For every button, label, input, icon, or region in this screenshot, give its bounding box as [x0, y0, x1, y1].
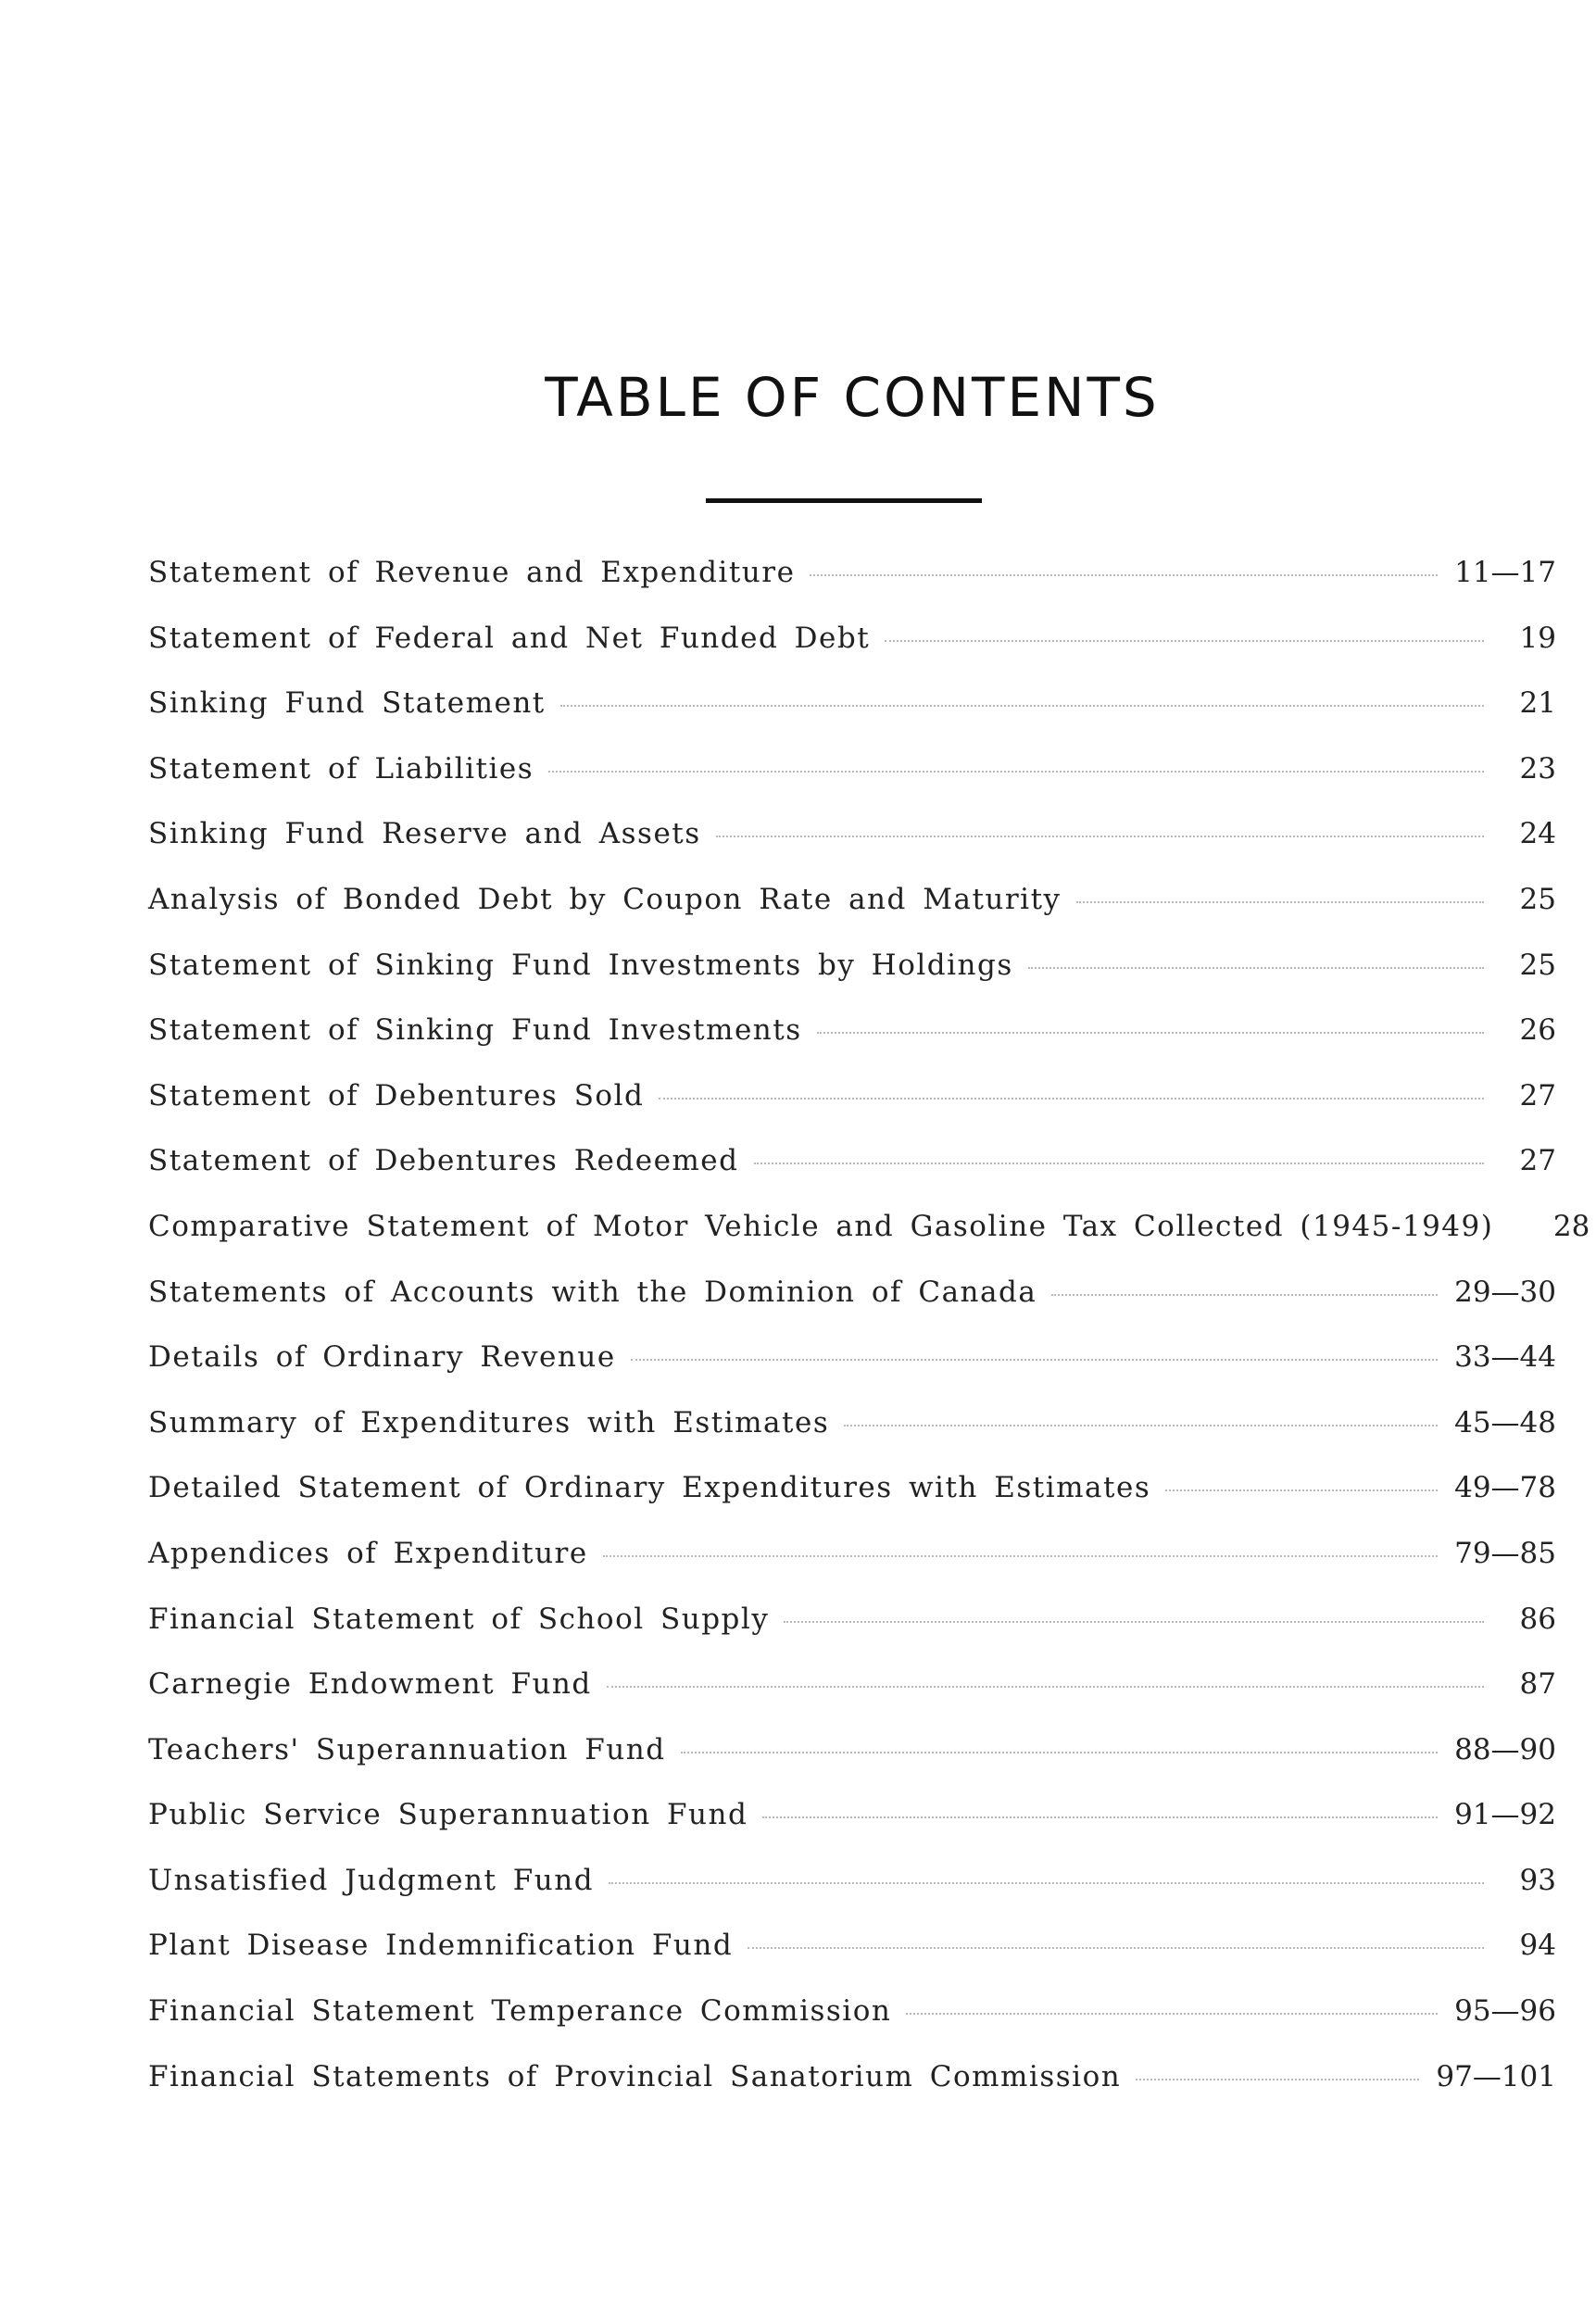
dot-leader [631, 1359, 1438, 1361]
toc-entry [148, 1144, 1556, 1210]
toc-entry-label: Unsatisfied Judgment Fund [148, 1863, 595, 1897]
toc-entry-label: Statement of Revenue and Expenditure [148, 556, 796, 589]
toc-entry-page: 86 [1519, 1602, 1556, 1636]
toc-entry-label: Plant Disease Indemnification Fund [148, 1929, 734, 1963]
dot-leader [754, 1163, 1484, 1164]
toc-entry-page: 11—17 [1454, 556, 1556, 589]
toc-entry [148, 686, 1556, 752]
toc-entry-label: Detailed Statement of Ordinary Expenditures with Estimates [148, 1471, 1151, 1505]
toc-entry-page: 23 [1519, 751, 1556, 786]
toc-entry [148, 1537, 1556, 1602]
toc-entry-label: Appendices of Expenditure [148, 1536, 588, 1570]
dot-leader [1028, 967, 1484, 969]
dot-leader [748, 1947, 1484, 1949]
dot-leader [1076, 901, 1484, 903]
toc-entry [148, 1276, 1556, 1341]
dot-leader [609, 1882, 1484, 1884]
toc-entry-label: Statement of Sinking Fund Investments [148, 1013, 802, 1048]
toc-entry-label: Details of Ordinary Revenue [148, 1340, 616, 1375]
dot-leader [1165, 1489, 1438, 1491]
toc-entry-page: 24 [1519, 817, 1556, 851]
toc-entry [148, 1079, 1556, 1145]
toc-entry-label: Statement of Debentures Sold [148, 1078, 645, 1112]
dot-leader [844, 1425, 1438, 1427]
toc-entry-label: Statement of Federal and Net Funded Debt [148, 621, 871, 655]
dot-leader [906, 2013, 1438, 2015]
dot-leader [659, 1098, 1484, 1100]
dot-leader [716, 836, 1484, 837]
dot-leader [681, 1752, 1439, 1753]
toc-entry-page: 26 [1519, 1013, 1556, 1048]
toc-entry [148, 1602, 1556, 1668]
table-of-contents-list [148, 556, 1590, 2125]
toc-entry-page: 28 [1552, 1209, 1590, 1243]
toc-entry [148, 1209, 1590, 1276]
toc-entry [148, 1406, 1556, 1472]
toc-entry-label: Summary of Expenditures with Estimates [148, 1405, 830, 1439]
toc-entry [148, 622, 1556, 687]
toc-entry [148, 2060, 1556, 2126]
toc-entry-page: 25 [1519, 948, 1556, 982]
toc-entry-label: Financial Statements of Provincial Sanatorium Commission [148, 2059, 1122, 2093]
toc-entry-label: Comparative Statement of Motor Vehicle and Gasoline Tax Collected (1945-1949) [148, 1209, 1494, 1243]
toc-entry [148, 949, 1556, 1014]
dot-leader [603, 1555, 1438, 1557]
dot-leader [885, 640, 1484, 642]
toc-entry-page: 97—101 [1436, 2059, 1556, 2093]
toc-entry-label: Financial Statement of School Supply [148, 1602, 770, 1636]
toc-entry-label: Public Service Superannuation Fund [148, 1798, 748, 1832]
toc-entry-page: 95—96 [1454, 1994, 1556, 2029]
dot-leader [817, 1032, 1484, 1034]
dot-leader [560, 705, 1484, 707]
toc-entry-page: 33—44 [1454, 1340, 1556, 1375]
toc-entry-page: 21 [1519, 686, 1556, 721]
toc-entry-label: Sinking Fund Statement [148, 686, 546, 721]
toc-entry-page: 88—90 [1454, 1732, 1556, 1766]
toc-entry [148, 1471, 1556, 1537]
page-title: TABLE OF CONTENTS [545, 366, 1160, 429]
toc-entry [148, 1798, 1556, 1864]
toc-entry-label: Financial Statement Temperance Commission [148, 1994, 892, 2029]
toc-entry [148, 1864, 1556, 1929]
dot-leader [762, 1816, 1438, 1818]
title-underline-rule [706, 498, 982, 503]
toc-entry [148, 556, 1556, 622]
toc-entry-label: Teachers' Superannuation Fund [148, 1732, 666, 1766]
toc-entry-label: Analysis of Bonded Debt by Coupon Rate and Maturity [148, 882, 1062, 916]
toc-entry-page: 94 [1519, 1929, 1556, 1963]
toc-entry-label: Statement of Debentures Redeemed [148, 1144, 739, 1178]
dot-leader [548, 771, 1484, 773]
toc-entry-page: 45—48 [1454, 1405, 1556, 1439]
toc-entry-page: 29—30 [1454, 1275, 1556, 1309]
toc-entry-page: 87 [1519, 1667, 1556, 1702]
toc-entry-label: Sinking Fund Reserve and Assets [148, 817, 701, 851]
toc-entry-page: 91—92 [1454, 1798, 1556, 1832]
toc-entry-page: 79—85 [1454, 1536, 1556, 1570]
toc-entry [148, 1994, 1556, 2060]
toc-entry [148, 752, 1556, 818]
toc-entry [148, 1013, 1556, 1079]
dot-leader [1051, 1294, 1438, 1296]
dot-leader [810, 574, 1438, 576]
toc-entry-label: Carnegie Endowment Fund [148, 1667, 592, 1702]
toc-entry-label: Statement of Liabilities [148, 751, 534, 786]
dot-leader [1136, 2079, 1419, 2080]
toc-entry-page: 25 [1519, 882, 1556, 916]
toc-entry-label: Statements of Accounts with the Dominion of Canada [148, 1275, 1037, 1309]
toc-entry-page: 93 [1519, 1863, 1556, 1897]
toc-entry-page: 27 [1519, 1078, 1556, 1112]
toc-entry [148, 817, 1556, 883]
toc-entry [148, 1929, 1556, 1994]
toc-entry [148, 883, 1556, 949]
toc-entry-page: 27 [1519, 1144, 1556, 1178]
toc-entry-page: 19 [1519, 621, 1556, 655]
dot-leader [784, 1621, 1484, 1623]
toc-entry [148, 1733, 1556, 1799]
dot-leader [1508, 1228, 1517, 1230]
toc-entry [148, 1340, 1556, 1406]
toc-entry-label: Statement of Sinking Fund Investments by Holdings [148, 948, 1013, 982]
dot-leader [607, 1686, 1484, 1688]
toc-entry [148, 1667, 1556, 1733]
toc-entry-page: 49—78 [1454, 1471, 1556, 1505]
